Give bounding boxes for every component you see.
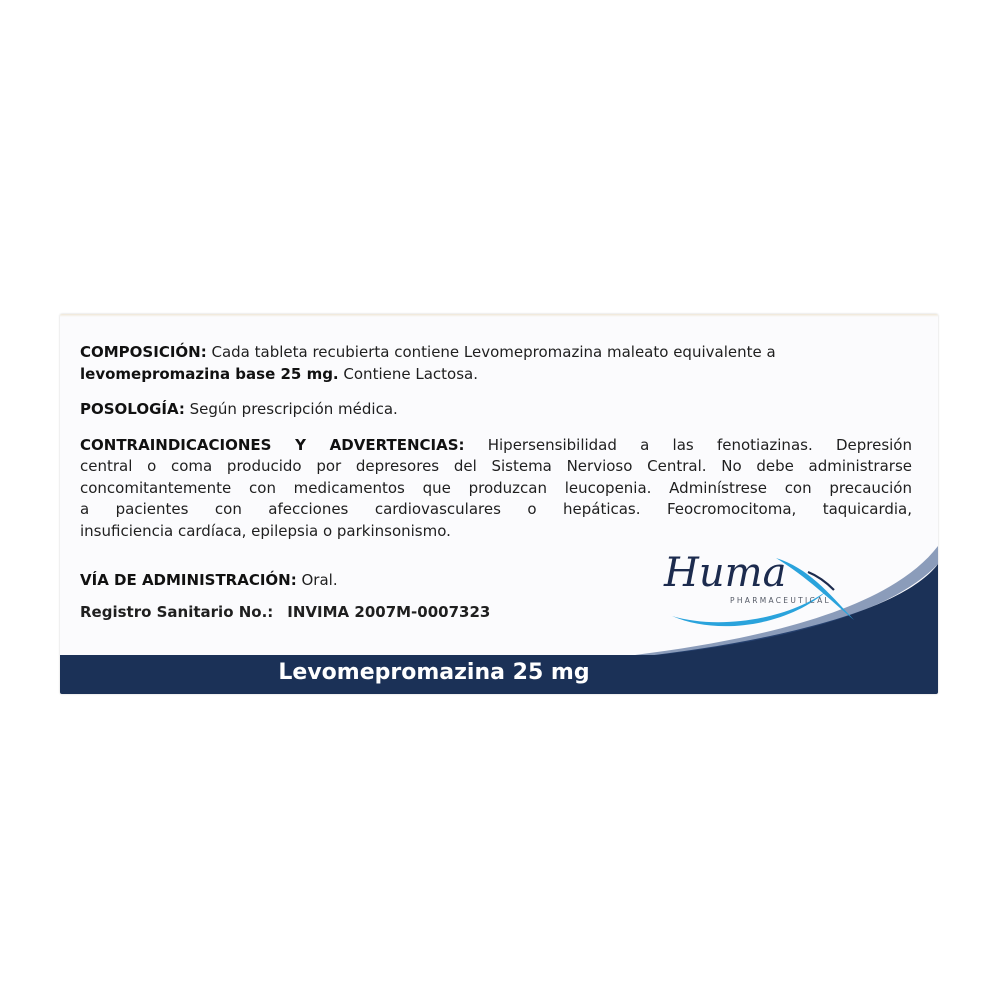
posologia-paragraph: [80, 399, 912, 421]
composicion-paragraph: [80, 342, 912, 385]
contraindicaciones-line-3: concomitantemente con medicamentos que produzcan leucopenia. Adminístrese con precaución: [80, 478, 912, 497]
posologia-label: POSOLOGÍA:: [80, 400, 185, 418]
registro-value: INVIMA 2007M-0007323: [287, 603, 491, 621]
product-name: Levomepromazina 25 mg: [278, 660, 590, 685]
via-value: Oral.: [296, 571, 338, 589]
logo-subtitle: PHARMACEUTICAL: [730, 596, 831, 605]
contraindicaciones-label: CONTRAINDICACIONES Y ADVERTENCIAS:: [80, 435, 465, 454]
via-label: VÍA DE ADMINISTRACIÓN:: [80, 571, 297, 589]
posologia-text: Según prescripción médica.: [184, 400, 398, 418]
composicion-label: COMPOSICIÓN:: [80, 343, 207, 361]
composicion-text: Cada tableta recubierta contiene Levomepromazina maleato equivalente a: [206, 343, 776, 361]
contraindicaciones-line-4: a pacientes con afecciones cardiovasculares o hepáticas. Feocromocitoma, taquicardia,: [80, 500, 912, 518]
composicion-lactose-text: Contiene Lactosa.: [338, 364, 478, 383]
humax-logo: [658, 546, 858, 636]
composicion-bold-dose: levomepromazina base 25 mg.: [80, 364, 339, 383]
contraindicaciones-line-5: insuficiencia cardíaca, epilepsia o parkinsonismo.: [80, 521, 451, 540]
contraindicaciones-paragraph: [80, 435, 912, 543]
registro-label: Registro Sanitario No.:: [80, 603, 274, 621]
label-text-block: [80, 342, 912, 542]
medicine-box-back: [60, 314, 938, 694]
bottom-product-bar: [60, 655, 938, 694]
contraindicaciones-line-2: central o coma producido por depresores del Sistema Nervioso Central. No debe administrarse: [80, 457, 912, 475]
via-administracion: [80, 571, 338, 589]
registro-sanitario: [80, 603, 490, 621]
contraindicaciones-line-1: Hipersensibilidad a las fenotiazinas. Depresión: [464, 435, 912, 454]
logo-wordmark: Huma: [664, 550, 787, 596]
